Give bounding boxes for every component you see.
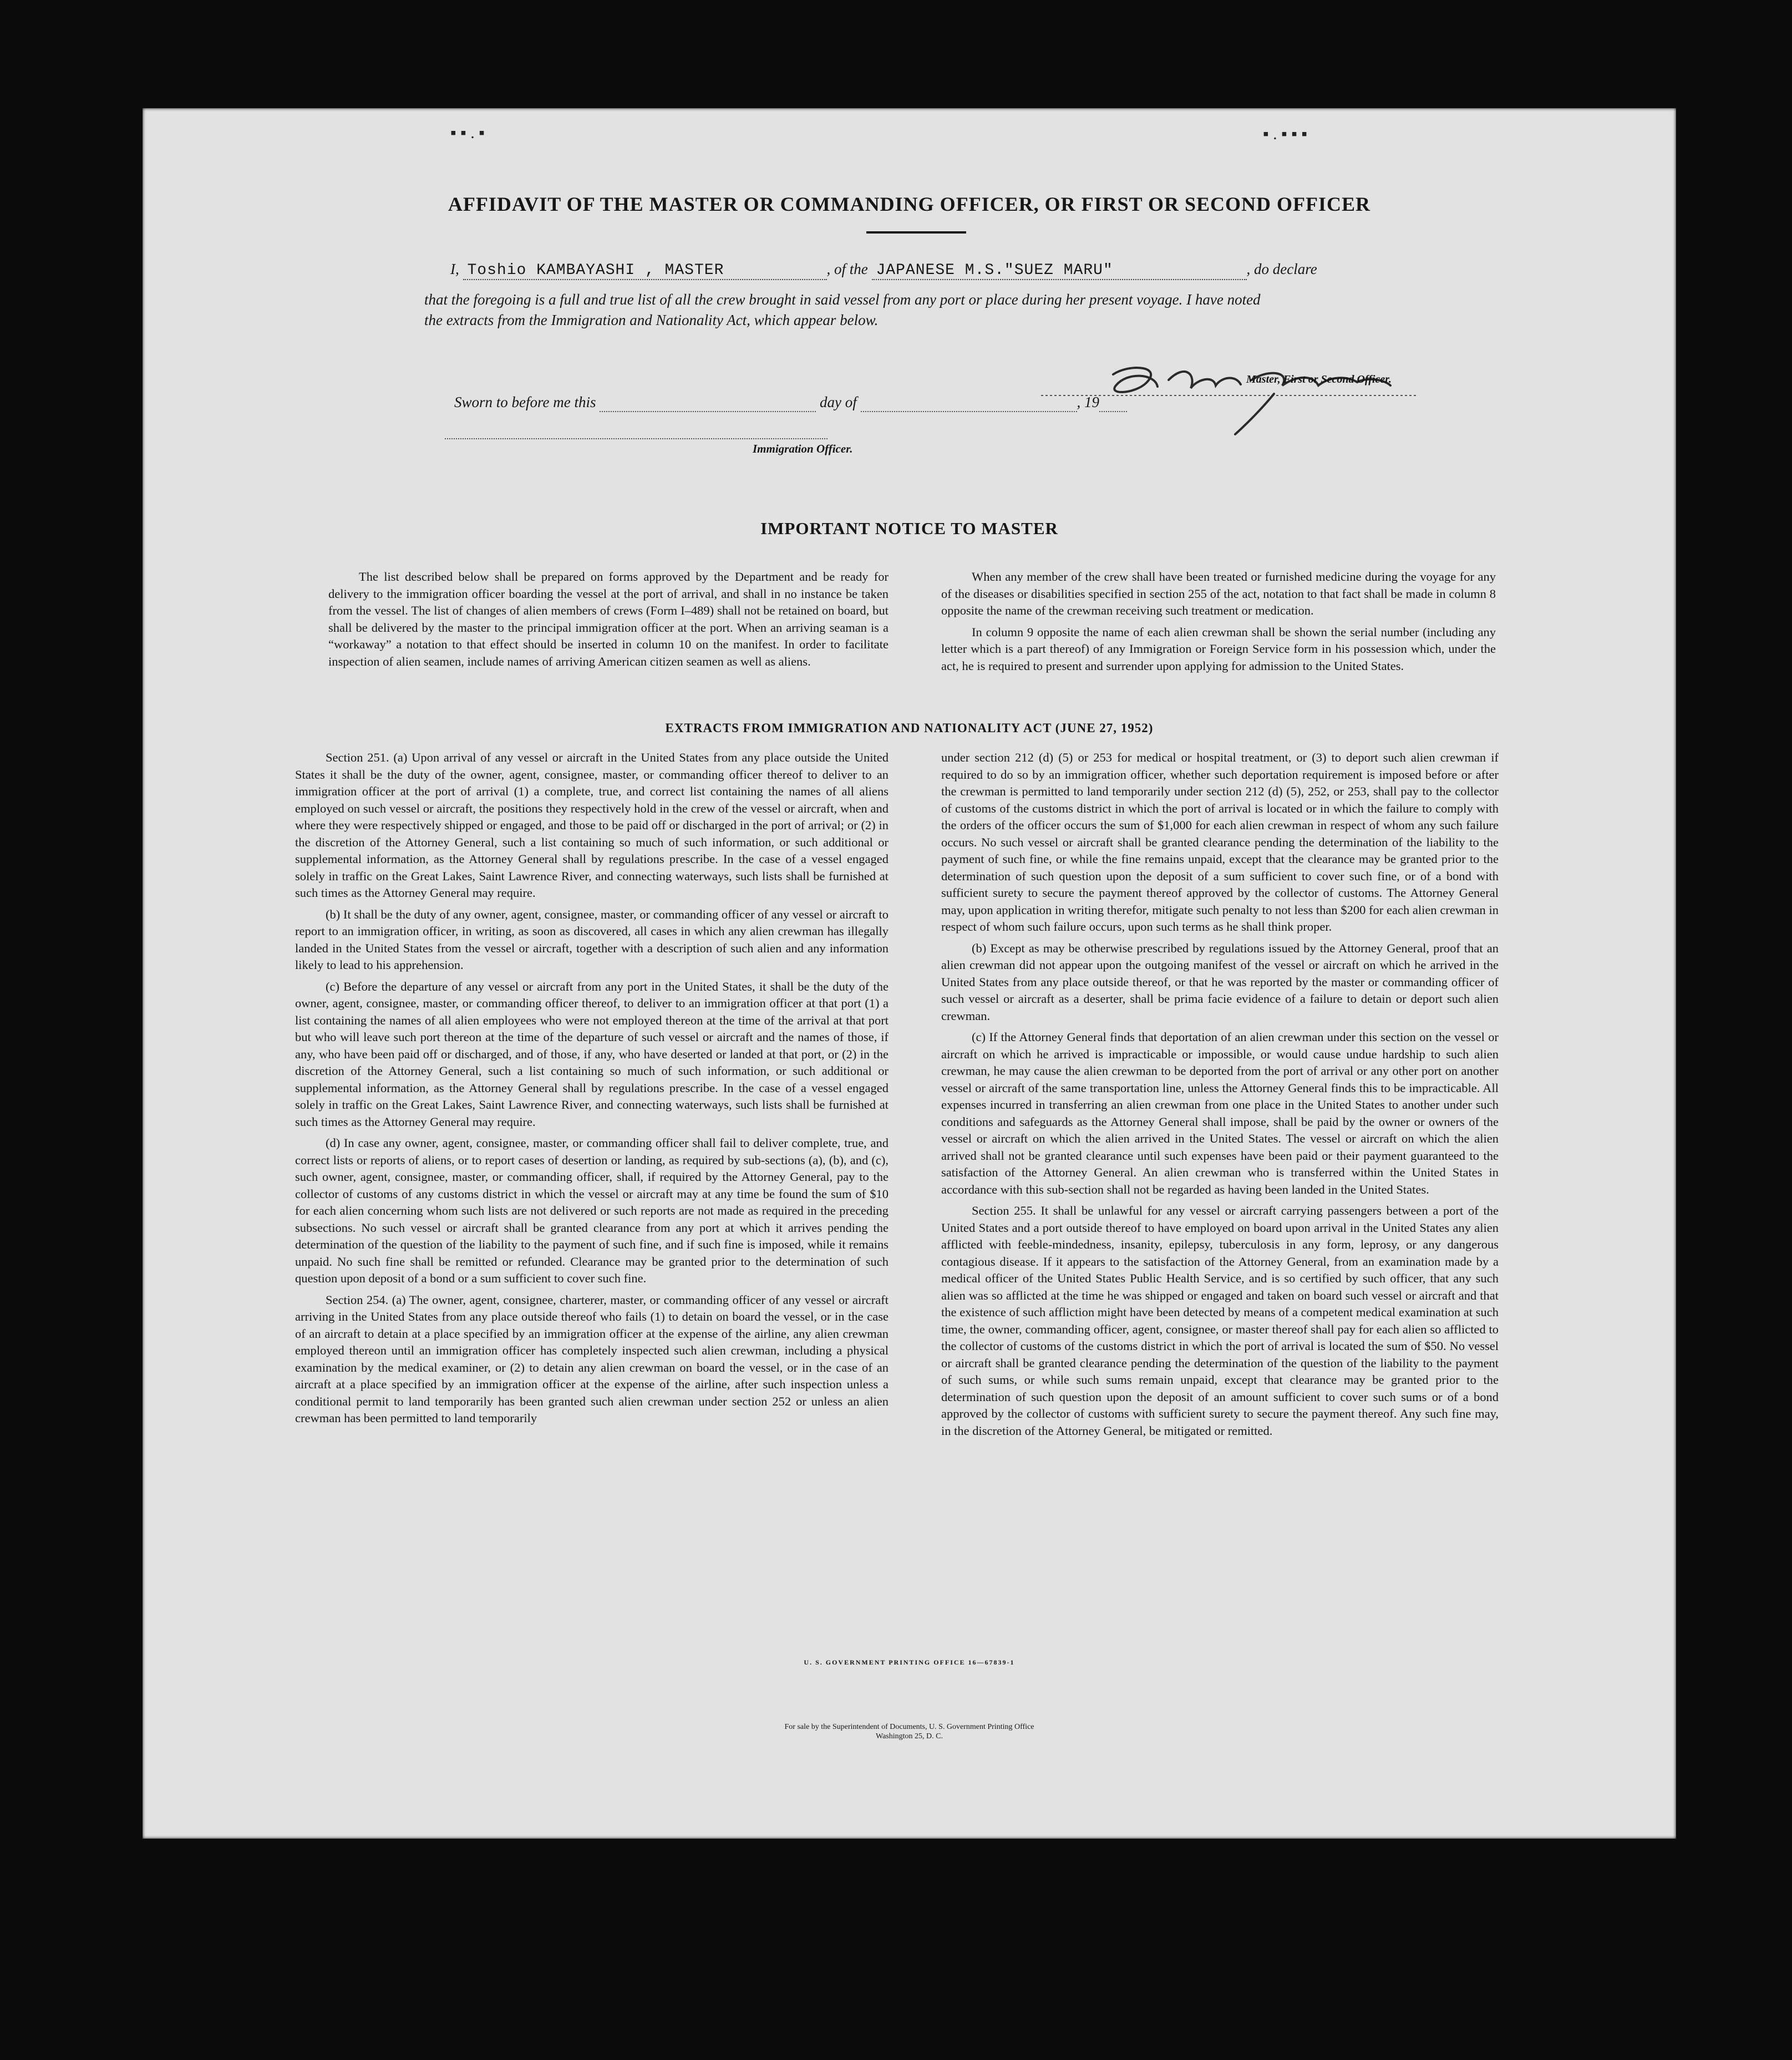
sworn-line <box>454 394 1127 412</box>
sworn-prefix: Sworn to before me this <box>454 394 596 410</box>
declaration-text-line: the extracts from the Immigration and Nationality Act, which appear below. <box>424 312 879 328</box>
notice-right-column <box>941 569 1496 679</box>
immigration-officer-line[interactable] <box>445 438 828 439</box>
of-the-text: , of the <box>826 261 868 277</box>
signature-label: Master, First or Second Officer. <box>1246 373 1392 385</box>
notice-paragraph: In column 9 opposite the name of each alien crewman shall be shown the serial number (including any letter which is a part thereof) of any Immigration or Foreign Service form in his possession which, under the act, he is required to present and surrender upon applying for admission to the United States. <box>941 625 1496 673</box>
sworn-month-field[interactable] <box>861 394 1077 412</box>
vessel-name-field[interactable]: JAPANESE M.S."SUEZ MARU" <box>872 262 1247 280</box>
extracts-right-column <box>941 749 1499 1444</box>
act-paragraph: under section 212 (d) (5) or 253 for medical or hospital treatment, or (3) to deport such alien crewman if required to do so by an immigration officer, whether such deportation requirement is imposed before or after the crewman is permitted to land temporarily under section 212 (d) (5), 252, or 253, shall pay to the collector of customs of the customs district in which the port of arrival is located or in which the failure to comply with the orders of the officer occurs the sum of $1,000 for each alien crewman in respect of whom any such failure occurs. No such vessel or aircraft shall be granted clearance pending the determination of the liability to the payment of such fine, or while the fine remains unpaid, except that the clearance may be granted prior to the determination of such question upon the deposit of a sum sufficient to cover such fine, or of a bond with sufficient surety to secure the payment thereof approved by the collector of customs. The Attorney General may, upon application in writing therefor, mitigate such penalty to not less than $200 for each alien crewman in respect of whom such failure occurs, upon such terms as he shall think proper. <box>941 750 1499 933</box>
day-of-text: day of <box>820 394 857 410</box>
sale-notice <box>143 1722 1676 1741</box>
immigration-officer-label: Immigration Officer. <box>753 442 853 455</box>
printing-office-line: U. S. GOVERNMENT PRINTING OFFICE 16—67839-1 <box>804 1658 1015 1666</box>
extracts-heading: EXTRACTS FROM IMMIGRATION AND NATIONALITY ACT (JUNE 27, 1952) <box>665 721 1154 735</box>
extracts-left-column <box>295 749 889 1432</box>
notice-paragraph: The list described below shall be prepared on forms approved by the Department and be ready for delivery to the immigration officer boarding the vessel at the port of arrival, and shall in no instance be taken from the vessel. The list of changes of alien members of crews (Form I–489) shall not be retained on board, but shall be delivered by the master to the principal immigration officer at the port. When an arriving seaman is a “workaway” a notation to that effect should be inserted in column 10 on the manifest. In order to facilitate inspection of alien seamen, include names of arriving American citizen seamen as well as aliens. <box>328 570 889 668</box>
notice-heading: IMPORTANT NOTICE TO MASTER <box>760 519 1058 538</box>
sale-line: For sale by the Superintendent of Documents, U. S. Government Printing Office <box>784 1723 1034 1731</box>
act-paragraph: (d) In case any owner, agent, consignee, master, or commanding officer shall fail to deliver complete, true, and correct lists or reports of aliens, or to report cases of desertion or landing, as required by sub-sections (a), (b), and (c), such owner, agent, consignee, master, or commanding officer, shall, if required by the Attorney General, pay to the collector of customs of any customs district in which the vessel or aircraft may at any time be found the sum of $10 for each alien concerning whom such lists are not delivered or such reports are not made as required in the preceding subsections. No such vessel or aircraft shall be granted clearance from any port at which it arrives pending the determination of the question of the liability to the payment of such fine, and if such fine is imposed, while it remains unpaid. No such fine shall be remitted or refunded. Clearance may be granted prior to the determination of such question upon deposit of a bond or a sum sufficient to cover such fine. <box>295 1136 889 1285</box>
affidavit-form-page <box>143 108 1676 1839</box>
sale-line: Washington 25, D. C. <box>876 1732 943 1741</box>
scan-speck: ▪ . ▪ ▪ ▪ <box>1263 125 1308 143</box>
sworn-year-field[interactable] <box>1099 394 1127 412</box>
act-paragraph: Section 254. (a) The owner, agent, consignee, charterer, master, or commanding officer of any vessel or aircraft arriving in the United States from any place outside thereof who fails (1) to detain on board the vessel, or in the case of an aircraft to detain at a place specified by an immigration officer at the expense of the airline, any alien crewman employed thereon until an immigration officer has completely inspected such alien crewman, including a physical examination by the medical examiner, or (2) to detain any alien crewman on board the vessel, or in the case of an aircraft at a place specified by an immigration officer at the expense of the airline, after such inspection unless a conditional permit to land temporarily has been granted such alien crewman under section 252 or unless an alien crewman has been permitted to land temporarily <box>295 1292 889 1425</box>
master-signature <box>1030 341 1440 435</box>
year-prefix: , 19 <box>1077 394 1099 410</box>
scan-speck: ▪ ▪ . ▪ <box>450 124 485 142</box>
declaration-prefix: I, <box>450 261 459 277</box>
notice-left-column <box>328 569 889 674</box>
act-paragraph: Section 255. It shall be unlawful for any vessel or aircraft carrying passengers between a port of the United States and a port outside thereof to have employed on board upon arrival in the United States any alien afflicted with feeble-mindedness, insanity, epilepsy, tuberculosis in any form, leprosy, or any dangerous contagious disease. If it appears to the satisfaction of the Attorney General, from an examination made by a medical officer of the United States Public Health Service, and is so certified by such officer, that any such alien was so afflicted at the time he was shipped or engaged and taken on board such vessel or aircraft and that the existence of such affliction might have been detected by means of a competent medical examination at such time, the owner, commanding officer, agent, consignee, or master thereof shall pay for each alien so afflicted to the collector of customs of the customs district in which the port of arrival is located the sum of $50. No vessel or aircraft shall be granted clearance pending the determination of the question of the liability to the payment of such sums, or while such sums remain unpaid, except that clearance may be granted prior to the determination of such question upon the deposit of an amount sufficient to cover such sums or of a bond approved by the collector of customs with sufficient surety to secure the payment thereof. Any such fine may, in the discretion of the Attorney General, be mitigated or remitted. <box>941 1204 1499 1438</box>
declaration-line <box>450 261 1317 280</box>
form-title: AFFIDAVIT OF THE MASTER OR COMMANDING OFFICER, OR FIRST OR SECOND OFFICER <box>448 193 1371 215</box>
master-name-field[interactable]: Toshio KAMBAYASHI , MASTER <box>463 262 827 280</box>
act-paragraph: (c) Before the departure of any vessel or aircraft from any port in the United States, it shall be the duty of the owner, agent, consignee, master, or commanding officer thereof, to deliver to an immigration officer at that port (1) a list containing the names of all alien employees who were not employed thereon at the time of the arrival at that port but who will leave such port thereon at the time of the departure of such vessel or aircraft and the names of those, if any, who have been paid off or discharged, and of those, if any, who have deserted or landed at that port, or (2) in the discretion of the Attorney General, such a list containing so much of such information, or such additional or supplemental information, as the Attorney General shall by regulations prescribe. In the case of a vessel engaged solely in traffic on the Great Lakes, Saint Lawrence River, and connecting waterways, such lists shall be furnished at such times as the Attorney General may require. <box>295 979 889 1129</box>
act-paragraph: (b) It shall be the duty of any owner, agent, consignee, master, or commanding officer of any vessel or aircraft to report to an immigration officer, in writing, as soon as discovered, all cases in which any alien crewman has illegally landed in the United States from the vessel or aircraft, together with a description of such alien and any information likely to lead to his apprehension. <box>295 907 889 972</box>
sworn-date-field[interactable] <box>600 394 816 412</box>
title-rule <box>866 231 966 234</box>
declare-text: , do declare <box>1246 261 1317 277</box>
act-paragraph: (c) If the Attorney General finds that deportation of an alien crewman under this section on the vessel or aircraft on which he arrived is impracticable or impossible, or would cause undue hardship to such alien crewman, he may cause the alien crewman to be deported from the port of arrival or any other port on another vessel or aircraft of the same transportation line, unless the Attorney General finds this to be impracticable. All expenses incurred in transferring an alien crewman from one place in the United States to another under such conditions and safeguards as the Attorney General shall impose, shall be paid by the owner or owners of the vessel or aircraft on which the alien arrived in the United States. The vessel or aircraft on which the alien arrived shall not be granted clearance until such expenses have been paid or their payment guaranteed to the satisfaction of the Attorney General. An alien crewman who is transferred within the United States in accordance with this sub-section shall not be regarded as having been landed in the United States. <box>941 1030 1499 1196</box>
act-paragraph: (b) Except as may be otherwise prescribed by regulations issued by the Attorney General, proof that an alien crewman did not appear upon the outgoing manifest of the vessel or aircraft on which he arrived in the United States from any place outside thereof, or that he was reported by the master or commanding officer of such vessel or aircraft as a deserter, shall be prima facie evidence of a failure to detain or deport such alien crewman. <box>941 941 1499 1023</box>
declaration-text-line: that the foregoing is a full and true list of all the crew brought in said vessel from any port or place during her present voyage. I have noted <box>424 291 1261 308</box>
notice-paragraph: When any member of the crew shall have been treated or furnished medicine during the voyage for any of the diseases or disabilities specified in section 255 of the act, notation to that fact shall be made in column 8 opposite the name of the crewman receiving such treatment or medication. <box>941 570 1496 617</box>
act-paragraph: Section 251. (a) Upon arrival of any vessel or aircraft in the United States from any place outside the United States it shall be the duty of the owner, agent, consignee, master, or commanding officer thereof to deliver to an immigration officer at the port of arrival (1) a complete, true, and correct list containing the names of all aliens employed on such vessel or aircraft, the positions they respectively hold in the crew of the vessel or aircraft, when and where they were respectively shipped or engaged, and those to be paid off or discharged in the port of arrival; or (2) in the discretion of the Attorney General, such a list containing so much of such information, or such additional or supplemental information, as the Attorney General shall by regulations prescribe. In the case of a vessel engaged solely in traffic on the Great Lakes, Saint Lawrence River, and connecting waterways, such lists shall be furnished at such times as the Attorney General may require. <box>295 750 889 900</box>
